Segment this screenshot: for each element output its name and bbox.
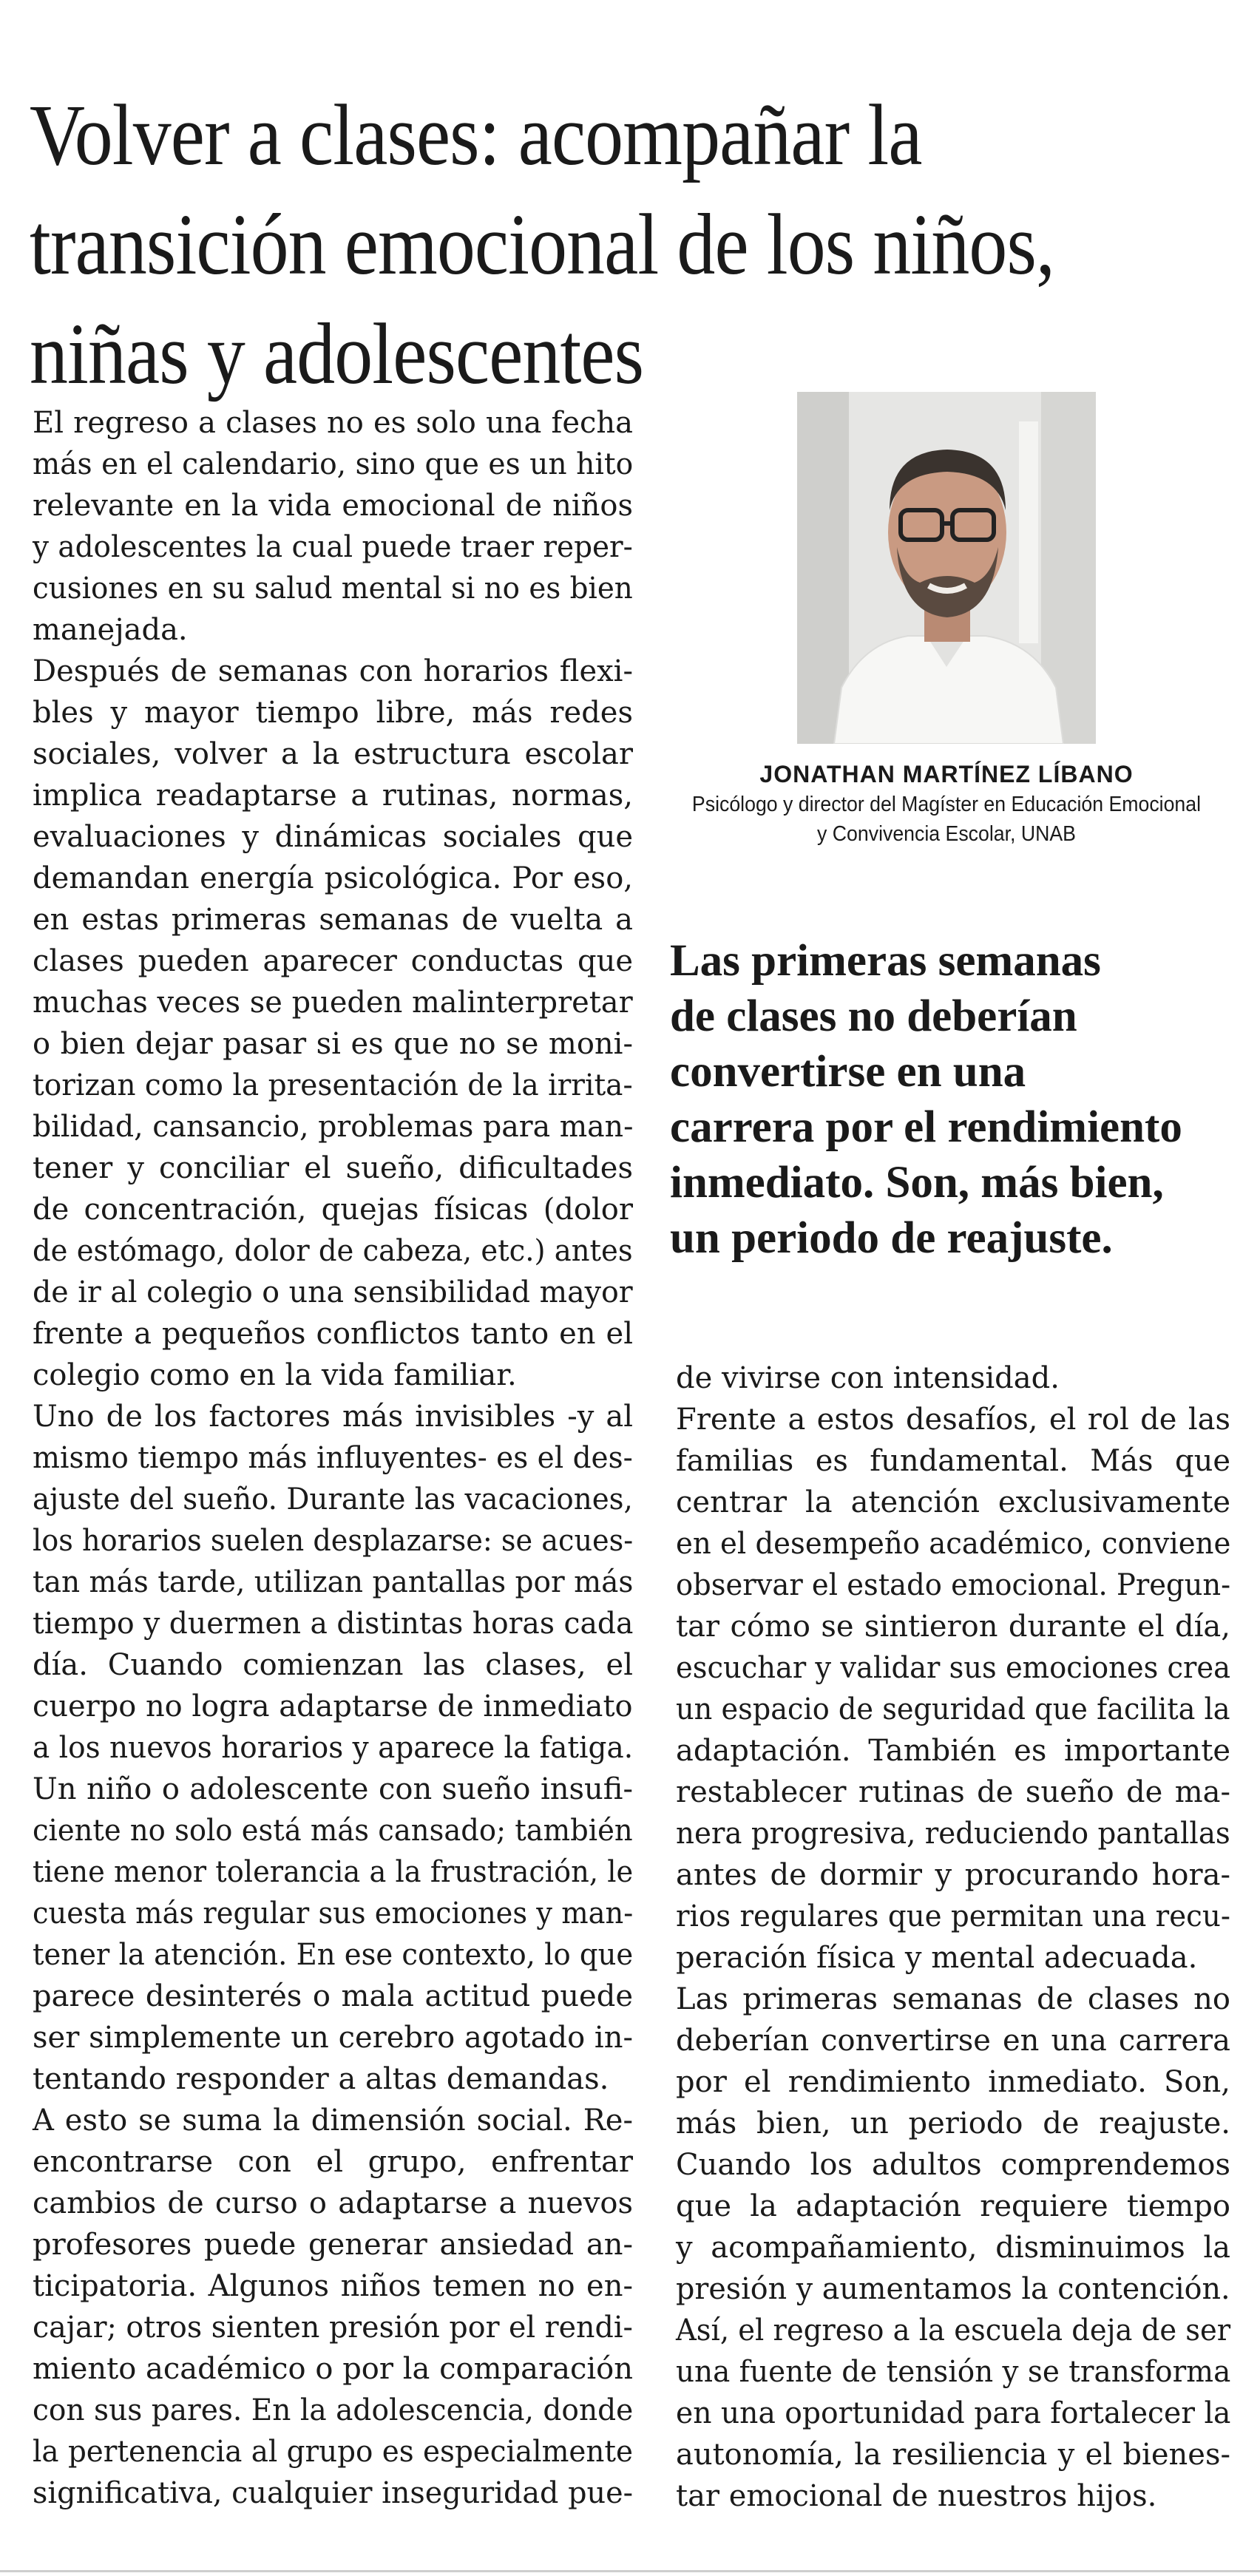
body-line: en el desempeño académico, conviene bbox=[676, 1527, 1231, 1561]
body-line: observar el estado emocional. Pregun- bbox=[676, 1568, 1231, 1602]
body-line: tar cómo se sintieron durante el día, bbox=[676, 1610, 1230, 1644]
author-caption bbox=[651, 759, 1242, 849]
body-line: evaluaciones y dinámicas sociales que bbox=[33, 820, 633, 854]
body-line: profesores puede generar ansiedad an- bbox=[33, 2228, 633, 2262]
body-line: un espacio de seguridad que facilita la bbox=[676, 1692, 1230, 1726]
body-line: sociales, volver a la estructura escolar bbox=[33, 737, 633, 771]
body-line: antes de dormir y procurando hora- bbox=[676, 1858, 1230, 1892]
body-line: A esto se suma la dimensión social. Re- bbox=[33, 2104, 633, 2138]
author-name: JONATHAN MARTÍNEZ LÍBANO bbox=[759, 761, 1134, 787]
body-line: muchas veces se pueden malinterpretar bbox=[33, 986, 633, 1020]
body-line: una fuente de tensión y se transforma bbox=[676, 2355, 1231, 2389]
body-line: parece desinterés o mala actitud puede bbox=[33, 1979, 633, 2013]
body-line: ciente no solo está más cansado; también bbox=[33, 1814, 633, 1848]
body-line: frente a pequeños conflictos tanto en el bbox=[33, 1317, 633, 1351]
body-line: que la adaptación requiere tiempo bbox=[676, 2189, 1230, 2223]
body-line: Un niño o adolescente con sueño insufi- bbox=[33, 1772, 633, 1806]
body-line: tentando responder a altas demandas. bbox=[33, 2062, 609, 2096]
body-line: en una oportunidad para fortalecer la bbox=[676, 2396, 1231, 2430]
body-line: miento académico o por la comparación bbox=[33, 2352, 633, 2386]
pull-quote-line: de clases no deberían bbox=[670, 992, 1077, 1041]
author-role-line: Psicólogo y director del Magíster en Educación Emocional bbox=[691, 793, 1202, 816]
body-line: tan más tarde, utilizan pantallas por más bbox=[33, 1565, 634, 1599]
body-line: Las primeras semanas de clases no bbox=[676, 1982, 1230, 2016]
body-line: tar emocional de nuestros hijos. bbox=[676, 2479, 1157, 2513]
body-line: más bien, un periodo de reajuste. bbox=[676, 2106, 1230, 2141]
body-line: de concentración, quejas físicas (dolor bbox=[33, 1193, 633, 1227]
body-column-right bbox=[676, 1358, 1230, 2517]
body-line: ser simplemente un cerebro agotado in- bbox=[33, 2021, 633, 2055]
headline-line: niñas y adolescentes bbox=[30, 305, 644, 403]
body-line: familias es fundamental. Más que bbox=[676, 1444, 1230, 1478]
body-line: Frente a estos desafíos, el rol de las bbox=[676, 1403, 1230, 1437]
body-line: demandan energía psicológica. Por eso, bbox=[33, 861, 633, 895]
body-line: restablecer rutinas de sueño de ma- bbox=[676, 1775, 1230, 1809]
body-line: deberían convertirse en una carrera bbox=[676, 2024, 1230, 2058]
author-portrait-image bbox=[797, 392, 1096, 744]
pull-quote-line: carrera por el rendimiento bbox=[670, 1102, 1182, 1152]
body-line: bilidad, cansancio, problemas para man- bbox=[33, 1110, 634, 1144]
body-line: con sus pares. En la adolescencia, donde bbox=[33, 2393, 634, 2427]
body-line: tener y conciliar el sueño, dificultades bbox=[33, 1151, 633, 1185]
body-line: cusiones en su salud mental si no es bien bbox=[33, 572, 633, 606]
body-line: bles y mayor tiempo libre, más redes bbox=[33, 696, 633, 730]
body-line: mismo tiempo más influyentes- es el des- bbox=[33, 1441, 633, 1475]
body-line: los horarios suelen desplazarse: se acues- bbox=[33, 1524, 634, 1558]
pull-quote-line: un periodo de reajuste. bbox=[670, 1213, 1113, 1263]
body-line: a los nuevos horarios y aparece la fatiga. bbox=[33, 1731, 634, 1765]
pull-quote bbox=[670, 933, 1247, 1266]
pull-quote-line: Las primeras semanas bbox=[670, 936, 1101, 986]
body-line: cambios de curso o adaptarse a nuevos bbox=[33, 2186, 633, 2220]
pull-quote-line: inmediato. Son, más bien, bbox=[670, 1158, 1164, 1207]
body-line: autonomía, la resiliencia y el bienes- bbox=[676, 2438, 1230, 2472]
body-line: Después de semanas con horarios flexi- bbox=[33, 654, 633, 688]
body-line: tener la atención. En ese contexto, lo que bbox=[33, 1938, 634, 1972]
body-line: Cuando los adultos comprendemos bbox=[676, 2148, 1230, 2182]
body-line: o bien dejar pasar si es que no se moni- bbox=[33, 1027, 633, 1061]
body-line: implica readaptarse a rutinas, normas, bbox=[33, 779, 633, 813]
body-line: rios regulares que permitan una recu- bbox=[676, 1899, 1230, 1933]
body-line: torizan como la presentación de la irrita- bbox=[33, 1068, 633, 1102]
pull-quote-line: convertirse en una bbox=[670, 1047, 1026, 1097]
body-line: relevante en la vida emocional de niños bbox=[33, 489, 633, 523]
body-line: ticipatoria. Algunos niños temen no en- bbox=[33, 2269, 633, 2303]
body-line: de vivirse con intensidad. bbox=[676, 1361, 1060, 1395]
body-line: y acompañamiento, disminuimos la bbox=[676, 2231, 1230, 2265]
headline bbox=[30, 81, 1055, 409]
body-line: Así, el regreso a la escuela deja de ser bbox=[676, 2314, 1231, 2348]
headline-line: transición emocional de los niños, bbox=[30, 196, 1055, 294]
bottom-rule bbox=[0, 2570, 1260, 2572]
body-line: ajuste del sueño. Durante las vacaciones, bbox=[33, 1482, 633, 1516]
author-role bbox=[674, 790, 1219, 849]
body-line: cuesta más regular sus emociones y man- bbox=[33, 1897, 634, 1931]
body-line: más en el calendario, sino que es un hito bbox=[33, 447, 634, 481]
body-line: cajar; otros sienten presión por el rendi- bbox=[33, 2311, 633, 2345]
body-line: adaptación. También es importante bbox=[676, 1734, 1230, 1768]
body-line: colegio como en la vida familiar. bbox=[33, 1358, 517, 1392]
body-line: centrar la atención exclusivamente bbox=[676, 1485, 1230, 1519]
body-column-left bbox=[33, 402, 633, 2514]
body-line: presión y aumentamos la contención. bbox=[676, 2272, 1230, 2306]
body-line: peración física y mental adecuada. bbox=[676, 1941, 1198, 1975]
body-line: y adolescentes la cual puede traer reper- bbox=[33, 530, 633, 564]
body-line: tiene menor tolerancia a la frustración, le bbox=[33, 1855, 634, 1889]
body-line: Uno de los factores más invisibles -y al bbox=[33, 1400, 633, 1434]
body-line: día. Cuando comienzan las clases, el bbox=[33, 1648, 633, 1682]
body-line: clases pueden aparecer conductas que bbox=[33, 944, 633, 978]
body-line: nera progresiva, reduciendo pantallas bbox=[676, 1817, 1230, 1851]
body-line: manejada. bbox=[33, 613, 188, 647]
author-photo bbox=[797, 392, 1096, 744]
body-line: encontrarse con el grupo, enfrentar bbox=[33, 2145, 633, 2179]
body-line: de ir al colegio o una sensibilidad mayor bbox=[33, 1275, 633, 1309]
author-role-line: y Convivencia Escolar, UNAB bbox=[817, 822, 1076, 846]
headline-line: Volver a clases: acompañar la bbox=[30, 87, 922, 184]
body-line: en estas primeras semanas de vuelta a bbox=[33, 903, 633, 937]
body-line: de estómago, dolor de cabeza, etc.) antes bbox=[33, 1234, 633, 1268]
body-line: tiempo y duermen a distintas horas cada bbox=[33, 1607, 634, 1641]
body-line: por el rendimiento inmediato. Son, bbox=[676, 2065, 1230, 2099]
body-line: la pertenencia al grupo es especialmente bbox=[33, 2435, 634, 2469]
body-line: significativa, cualquier inseguridad pue- bbox=[33, 2476, 633, 2510]
body-line: escuchar y validar sus emociones crea bbox=[676, 1651, 1231, 1685]
body-line: El regreso a clases no es solo una fecha bbox=[33, 406, 633, 440]
body-line: cuerpo no logra adaptarse de inmediato bbox=[33, 1689, 633, 1723]
